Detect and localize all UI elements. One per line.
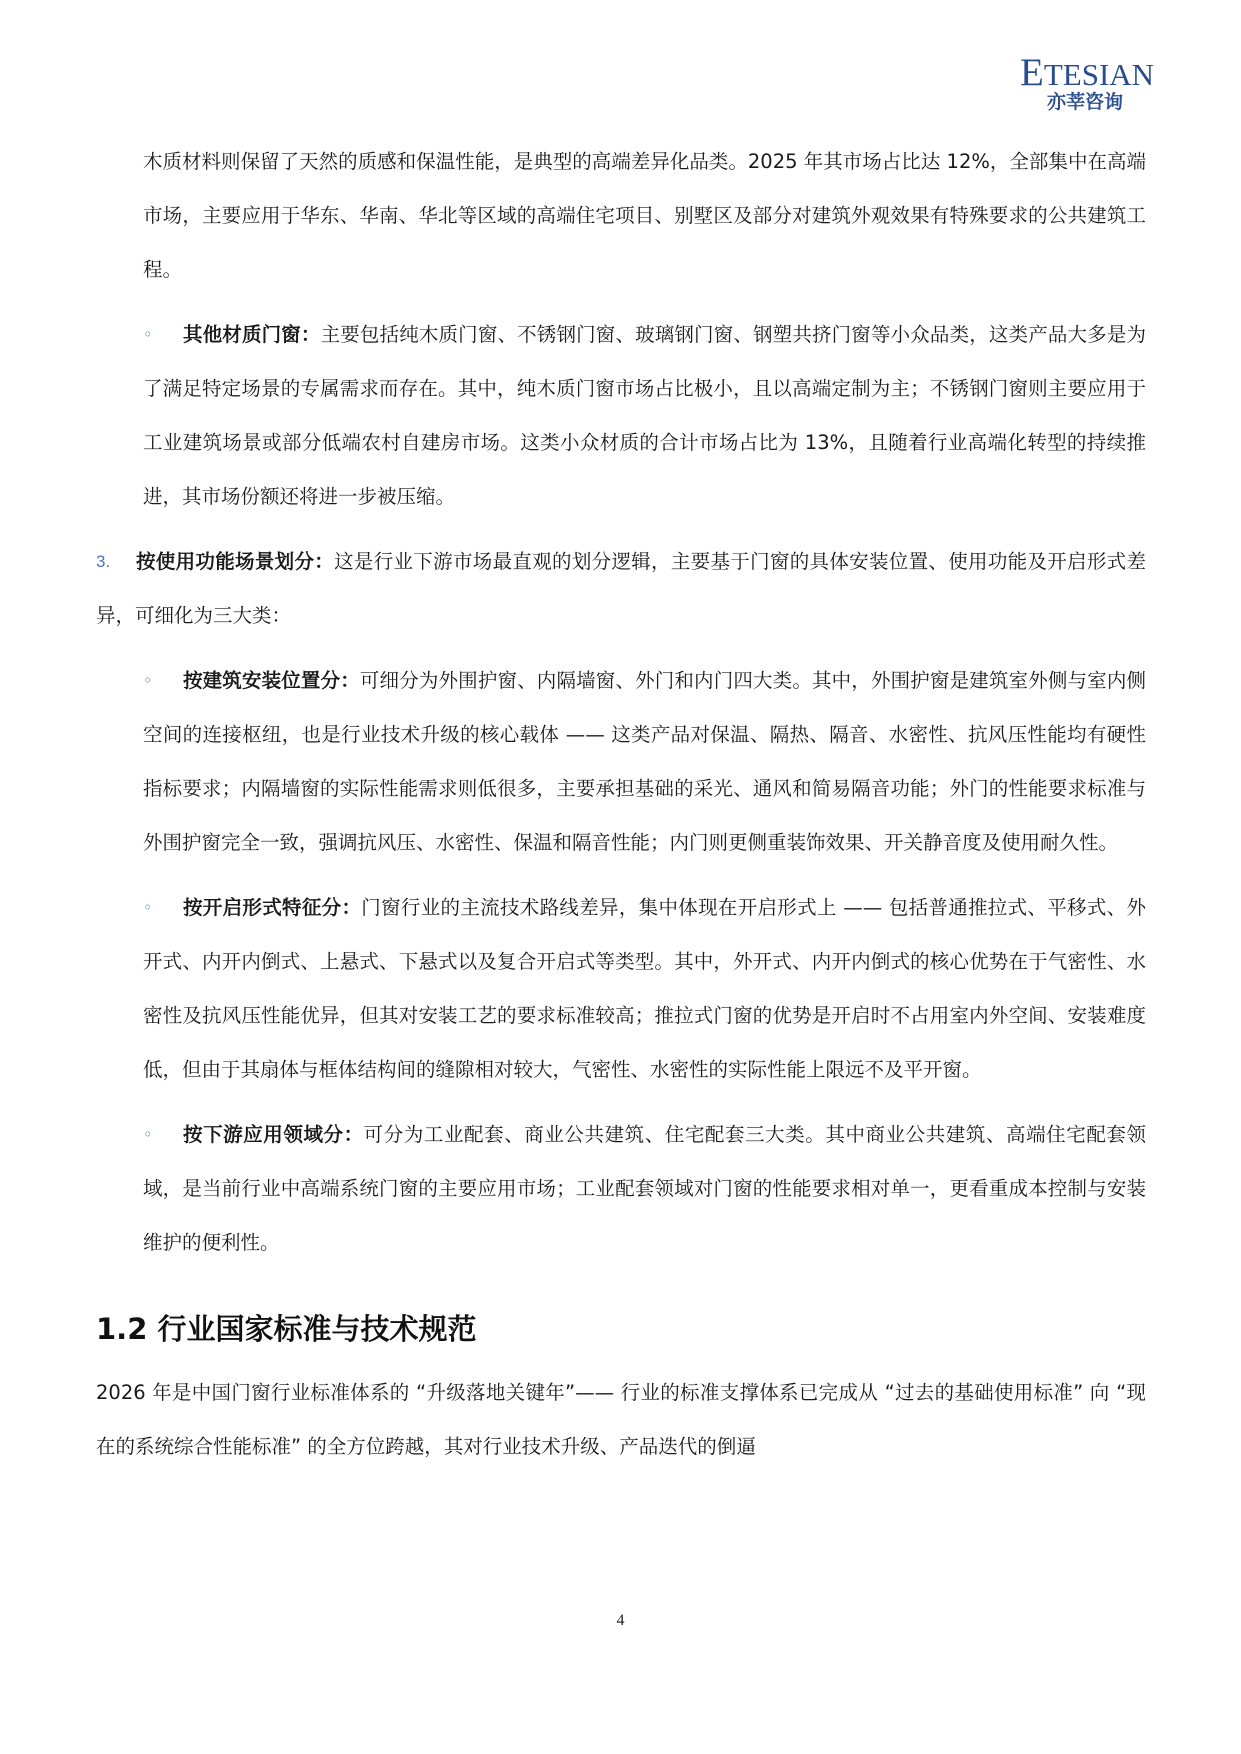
bullet-text: 门窗行业的主流技术路线差异，集中体现在开启形式上 —— 包括普通推拉式、平移式、外开式、内开内倒式、上悬式、下悬式以及复合开启式等类型。其中，外开式、内开内倒式的核心优势在于气密性、水密性及抗风压性能优异，但其对安装工艺的要求标准较高；推拉式门窗的优势是开启时不占用室内外空间、安装难度低，但由于其扇体与框体结构间的缝隙相对较大，气密性、水密性的实际性能上限远不及平开窗。 [143, 896, 1146, 1081]
company-logo [1020, 51, 1155, 114]
bullet-lead: 按开启形式特征分： [183, 896, 362, 919]
bullet-text: 可细分为外围护窗、内隔墙窗、外门和内门四大类。其中，外围护窗是建筑室外侧与室内侧空间的连接枢纽，也是行业技术升级的核心载体 —— 这类产品对保温、隔热、隔音、水密性、抗风压性能均有硬性指标要求；内隔墙窗的实际性能需求则低很多，主要承担基础的采光、通风和简易隔音功能；外门的性能要求标准与外围护窗完全一致，强调抗风压、水密性、保温和隔音性能；内门则更侧重装饰效果、开关静音度及使用耐久性。 [143, 669, 1146, 854]
numbered-item-3 [96, 535, 1146, 643]
logo-chinese: 亦莘咨询 [1046, 91, 1123, 113]
logo-english [1020, 51, 1155, 94]
item-lead: 按使用功能场景划分： [136, 550, 335, 573]
logo-initial: E [1020, 51, 1044, 94]
page-number: 4 [616, 1612, 625, 1629]
bullet-downstream-application [96, 1108, 1146, 1270]
bullet-circle-icon: ◦ [143, 898, 153, 917]
bullet-circle-icon: ◦ [143, 1125, 153, 1144]
wood-paragraph-text: 木质材料则保留了天然的质感和保温性能，是典型的高端差异化品类。2025 年其市场占比达 12%，全部集中在高端市场，主要应用于华东、华南、华北等区域的高端住宅项目、别墅区及部分对建筑外观效果有特殊要求的公共建筑工程。 [143, 150, 1146, 281]
bullet-circle-icon: ◦ [143, 325, 153, 344]
bullet-text: 可分为工业配套、商业公共建筑、住宅配套三大类。其中商业公共建筑、高端住宅配套领域，是当前行业中高端系统门窗的主要应用市场；工业配套领域对门窗的性能要求相对单一，更看重成本控制与安装维护的便利性。 [143, 1123, 1146, 1254]
bullet-lead: 按下游应用领域分： [183, 1123, 364, 1146]
bullet-other-materials [96, 308, 1146, 524]
bullet-lead: 其他材质门窗： [183, 323, 321, 346]
item-text: 这是行业下游市场最直观的划分逻辑，主要基于门窗的具体安装位置、使用功能及开启形式差异，可细化为三大类： [96, 550, 1146, 627]
bullet-circle-icon: ◦ [143, 671, 153, 690]
bullet-opening-form [96, 881, 1146, 1097]
bullet-text: 主要包括纯木质门窗、不锈钢门窗、玻璃钢门窗、钢塑共挤门窗等小众品类，这类产品大多是为了满足特定场景的专属需求而存在。其中，纯木质门窗市场占比极小，且以高端定制为主；不锈钢门窗则主要应用于工业建筑场景或部分低端农村自建房市场。这类小众材质的合计市场占比为 13%，且随着行业高端化转型的持续推进，其市场份额还将进一步被压缩。 [143, 323, 1146, 508]
list-number: 3. [96, 552, 111, 571]
wood-paragraph [96, 135, 1146, 297]
logo-rest: TESIAN [1043, 57, 1155, 92]
section-heading: 1.2 行业国家标准与技术规范 [96, 1312, 477, 1346]
bullet-lead: 按建筑安装位置分： [183, 669, 360, 692]
document-body [96, 135, 1146, 1474]
bullet-install-position [96, 654, 1146, 870]
standards-paragraph: 2026 年是中国门窗行业标准体系的 “升级落地关键年”—— 行业的标准支撑体系已完成从 “过去的基础使用标准” 向 “现在的系统综合性能标准” 的全方位跨越，其对行业技术升级、产品迭代的倒逼 [96, 1381, 1146, 1458]
